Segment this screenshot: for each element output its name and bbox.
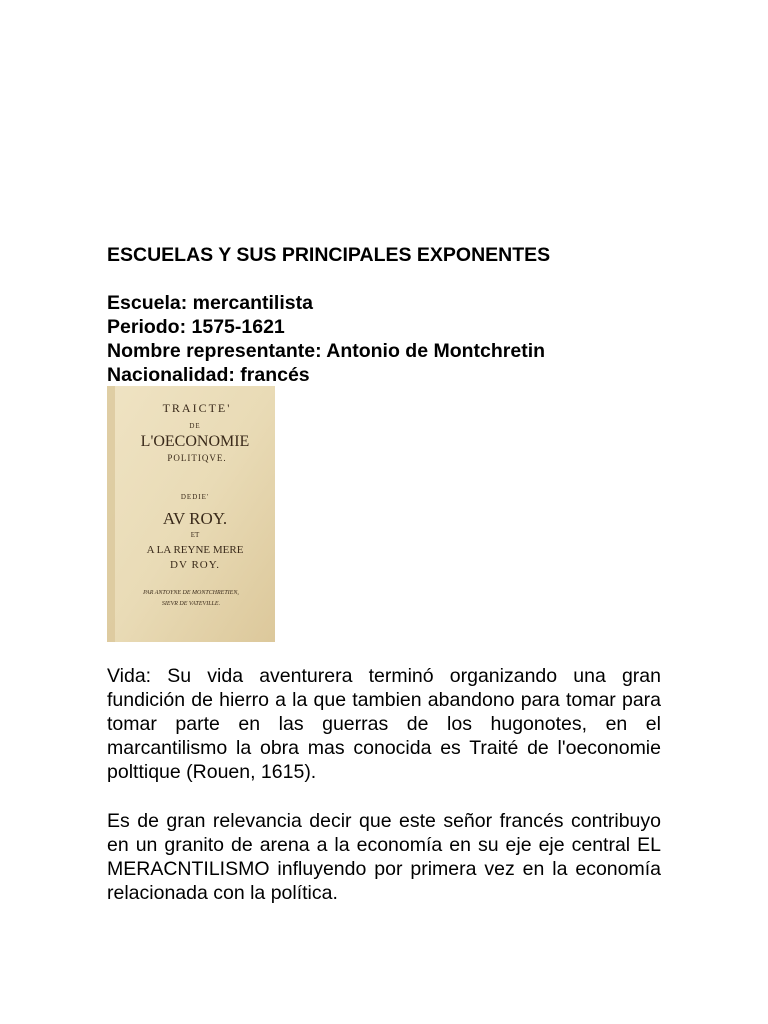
school-info: [107, 291, 545, 387]
book-line-de: DE: [189, 422, 201, 430]
book-line-reyne-mere: A LA REYNE MERE: [146, 544, 244, 556]
book-line-traicte: TRAICTE': [162, 401, 232, 415]
representative-line: Nombre representante: Antonio de Montchretin: [107, 340, 546, 362]
book-line-dedie: DEDIE': [180, 493, 210, 501]
book-line-oeconomie: L'OECONOMIE: [140, 433, 250, 450]
book-line-dv-roy: DV ROY.: [170, 559, 220, 571]
book-line-author: PAR ANTOYNE DE MONTCHRETIEN,: [143, 590, 239, 596]
school-line: Escuela: mercantilista: [107, 292, 313, 314]
book-line-et: ET: [190, 531, 200, 539]
book-line-av-roy: AV ROY.: [162, 509, 228, 528]
document-heading: ESCUELAS Y SUS PRINCIPALES EXPONENTES: [107, 244, 551, 266]
book-line-politiqve: POLITIQVE.: [167, 453, 227, 463]
nationality-line: Nacionalidad: francés: [107, 364, 310, 386]
relevance-paragraph: Es de gran relevancia decir que este señor francés contribuyo en un granito de arena a la economía en su eje eje central EL MERACNTILISMO influyendo por primera vez en la economía relacionada con la política.: [107, 810, 661, 904]
book-title-page-image: [107, 386, 275, 642]
period-line: Periodo: 1575-1621: [107, 316, 285, 338]
vida-paragraph: Vida: Su vida aventurera terminó organizando una gran fundición de hierro a la que tambien abandono para tomar para tomar parte en las guerras de los hugonotes, en el marcantilismo la obra mas conocida es Traité de l'oeconomie polttique (Rouen, 1615).: [107, 665, 661, 783]
book-line-sievr: SIEVR DE VATEVILLE.: [161, 601, 221, 607]
